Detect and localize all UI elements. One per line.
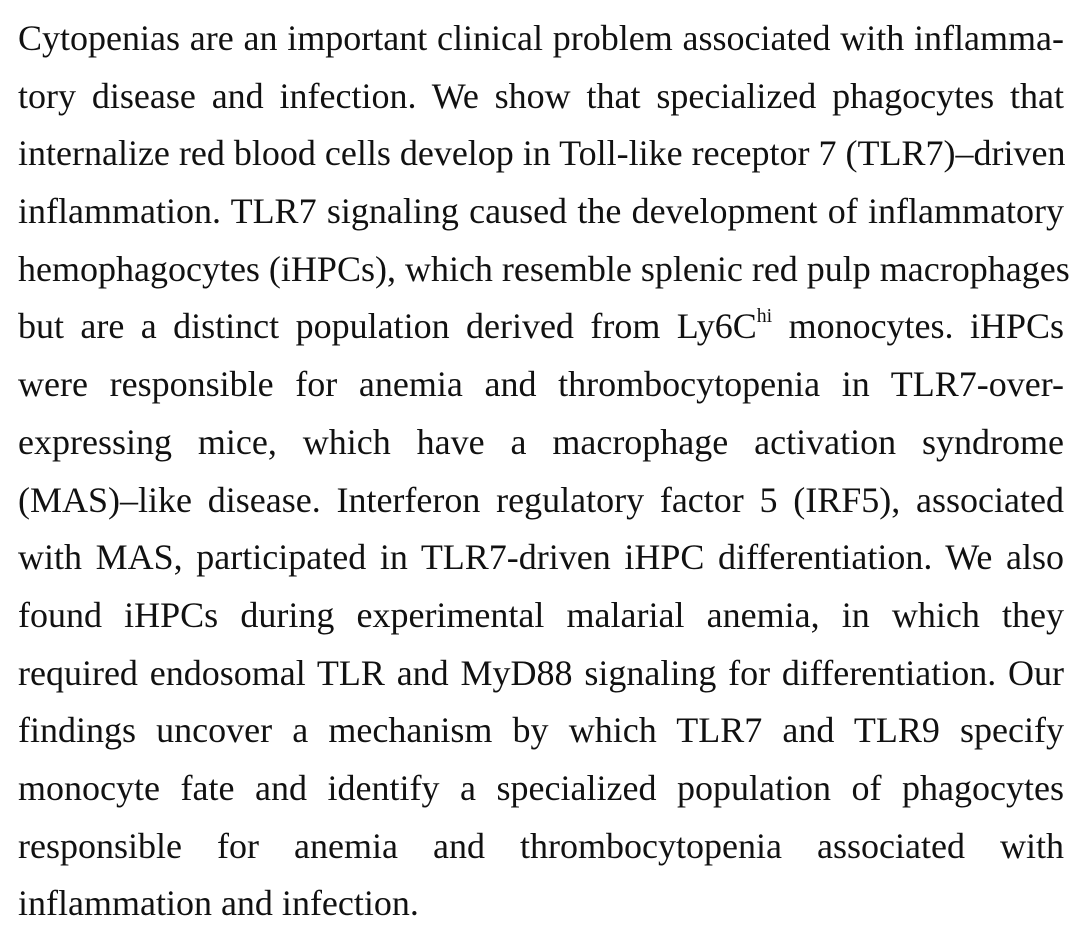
abstract-paragraph [18,10,1070,933]
text-line: found iHPCs during experimental malarial anemia, in which they [18,594,1064,635]
text-line: inflammation. TLR7 signaling caused the development of inflammatory [18,191,1064,232]
text-line: responsible for anemia and thrombocytopenia associated with [18,825,1064,866]
text-line: hemophagocytes (iHPCs), which resemble splenic red pulp macrophages [18,248,1070,289]
text-line: internalize red blood cells develop in Toll-like receptor 7 (TLR7)–driven [18,133,1066,174]
text-line: findings uncover a mechanism by which TLR7 and TLR9 specify [18,710,1064,751]
text-line: (MAS)–like disease. Interferon regulatory factor 5 (IRF5), associated [18,479,1064,520]
text-line: inflammation and infection. [18,883,419,924]
text-line: tory disease and infection. We show that specialized phagocytes that [18,75,1064,116]
text-line-pre: but are a distinct population derived from Ly6C [18,306,757,347]
text-line [18,298,1064,356]
text-line-post: monocytes. iHPCs [772,306,1064,347]
text-line: Cytopenias are an important clinical problem associated with inflamma- [18,18,1064,58]
text-line: were responsible for anemia and thrombocytopenia in TLR7-over- [18,364,1064,405]
text-line: with MAS, participated in TLR7-driven iHPC differentiation. We also [18,537,1064,578]
text-line: monocyte fate and identify a specialized population of phagocytes [18,767,1064,808]
text-line: required endosomal TLR and MyD88 signaling for differentiation. Our [18,652,1064,693]
superscript-hi: hi [756,305,773,328]
text-line: expressing mice, which have a macrophage activation syndrome [18,421,1064,462]
